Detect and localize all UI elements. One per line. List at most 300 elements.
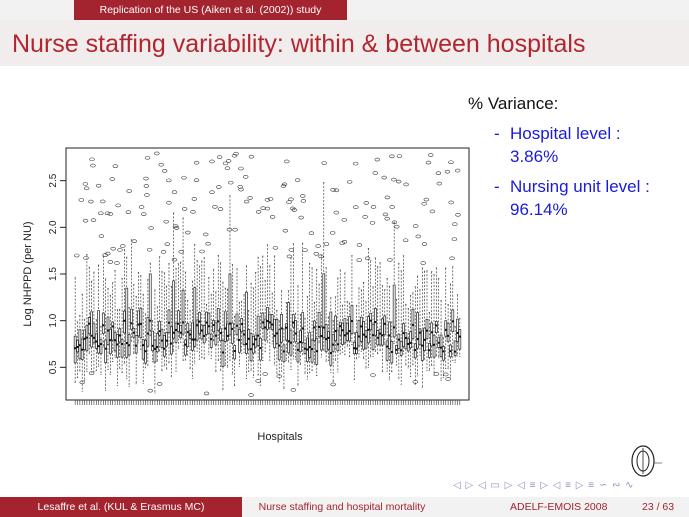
box-group <box>440 300 442 380</box>
outlier-point <box>159 163 164 166</box>
box <box>442 347 444 361</box>
slide-title: Nurse staffing variability: within & between hospitals <box>12 30 586 58</box>
box <box>140 308 142 338</box>
outlier-point <box>289 198 294 201</box>
outlier-point <box>108 260 113 263</box>
box <box>222 340 224 366</box>
outlier-point <box>191 210 196 213</box>
outlier-point <box>166 179 171 182</box>
outlier-point <box>98 212 103 215</box>
outlier-point <box>216 186 221 189</box>
outlier-point <box>256 379 261 382</box>
outlier-point <box>426 161 431 164</box>
box <box>276 319 278 343</box>
box-group <box>108 212 113 374</box>
outlier-point <box>84 187 89 190</box>
outlier-point <box>347 180 352 183</box>
outlier-point <box>263 372 268 375</box>
outlier-point <box>100 200 105 203</box>
bullet-dash: - <box>494 124 500 143</box>
outlier-point <box>443 373 448 376</box>
box <box>168 310 170 333</box>
box <box>393 285 395 337</box>
box <box>201 325 203 339</box>
box-group <box>353 162 358 359</box>
outlier-point <box>390 205 395 208</box>
outlier-point <box>192 197 197 200</box>
outlier-point <box>450 257 455 260</box>
box <box>161 330 163 348</box>
box-group <box>455 169 460 356</box>
box <box>194 288 196 347</box>
box <box>84 330 86 350</box>
box <box>170 327 172 354</box>
outlier-point <box>430 210 435 213</box>
box <box>318 312 320 337</box>
box <box>264 319 266 340</box>
boxplot-chart <box>18 128 496 450</box>
box-group <box>189 310 191 368</box>
outlier-point <box>270 215 275 218</box>
box <box>208 313 210 333</box>
outlier-point <box>299 216 304 219</box>
variance-panel <box>468 94 683 228</box>
outlier-point <box>83 219 88 222</box>
outlier-point <box>210 160 215 163</box>
box <box>311 340 313 362</box>
outlier-point <box>403 239 408 242</box>
box <box>135 336 137 353</box>
outlier-point <box>157 382 162 385</box>
outlier-point <box>383 213 388 216</box>
box <box>313 321 315 341</box>
box <box>283 345 285 362</box>
box-group <box>79 315 81 371</box>
box-group <box>442 338 444 378</box>
box <box>274 319 276 348</box>
outlier-point <box>154 152 159 155</box>
box-group <box>363 282 365 358</box>
variance-label-hospital: Hospital level : <box>510 124 621 143</box>
box <box>229 274 231 335</box>
outlier-point <box>200 250 205 253</box>
outlier-point <box>139 206 144 209</box>
box <box>100 340 102 354</box>
box-group <box>74 278 76 383</box>
box <box>379 329 381 345</box>
box <box>295 321 297 342</box>
box-group <box>206 242 211 354</box>
box <box>285 324 287 340</box>
outlier-point <box>110 178 115 181</box>
outlier-point <box>452 223 457 226</box>
outlier-point <box>334 189 339 192</box>
outlier-point <box>149 227 154 230</box>
box <box>180 325 182 337</box>
outlier-point <box>331 188 336 191</box>
box-group <box>239 167 244 353</box>
box <box>332 334 334 351</box>
outlier-point <box>249 155 254 158</box>
box <box>339 322 341 335</box>
box-group <box>403 256 405 354</box>
outlier-point <box>204 392 209 395</box>
outlier-point <box>452 238 457 241</box>
outlier-point <box>167 201 172 204</box>
box <box>459 330 461 350</box>
box <box>159 321 161 335</box>
outlier-point <box>421 262 426 265</box>
box-group <box>213 270 215 341</box>
footer-page-number: 23 / 63 <box>642 501 675 513</box>
outlier-point <box>182 176 187 179</box>
box <box>243 330 245 344</box>
box <box>288 303 290 353</box>
outlier-point <box>165 243 170 246</box>
box <box>454 341 456 356</box>
box-group <box>222 282 224 389</box>
outlier-point <box>164 220 169 223</box>
outlier-point <box>194 161 199 164</box>
outlier-point <box>322 162 327 165</box>
y-axis-label: Log NHPPD (per NU) <box>22 221 34 327</box>
box <box>187 323 189 346</box>
footer-bar <box>0 497 689 517</box>
outlier-point <box>375 158 380 161</box>
title-bar <box>0 20 689 66</box>
box <box>403 324 405 347</box>
outlier-point <box>303 249 308 252</box>
box <box>384 316 386 335</box>
outlier-point <box>226 159 231 162</box>
outlier-point <box>225 167 230 170</box>
box <box>177 311 179 332</box>
outlier-point <box>141 213 146 216</box>
outlier-point <box>455 169 460 172</box>
box-group <box>337 278 339 372</box>
outlier-point <box>148 389 153 392</box>
top-bar <box>0 0 689 20</box>
box-group <box>259 267 261 386</box>
box <box>215 323 217 345</box>
outlier-point <box>145 156 150 159</box>
box <box>431 323 433 346</box>
box <box>163 335 165 356</box>
box <box>88 318 90 334</box>
box <box>123 311 125 333</box>
outlier-point <box>228 181 233 184</box>
box-group <box>232 154 237 385</box>
outlier-point <box>342 218 347 221</box>
box <box>349 317 351 341</box>
boxes-group <box>74 152 461 397</box>
outlier-point <box>172 191 177 194</box>
x-axis <box>75 400 460 405</box>
section-tab[interactable]: Replication of the US (Aiken et al. (2002)) study <box>74 0 347 20</box>
outlier-point <box>373 172 378 175</box>
outlier-point <box>396 180 401 183</box>
box <box>166 332 168 346</box>
outlier-point <box>248 196 253 199</box>
outlier-point <box>105 212 110 215</box>
outlier-point <box>118 248 123 251</box>
outlier-point <box>316 245 321 248</box>
outlier-point <box>217 156 222 159</box>
box-group <box>203 258 205 359</box>
box <box>342 323 344 344</box>
outlier-point <box>126 211 131 214</box>
y-tick-label: 0.5 <box>48 360 59 375</box>
box <box>435 321 437 332</box>
box <box>198 312 200 333</box>
box <box>234 346 236 359</box>
outlier-point <box>213 205 218 208</box>
box-group <box>295 313 297 359</box>
box <box>91 312 93 347</box>
box-group <box>268 197 273 360</box>
outlier-point <box>227 228 232 231</box>
box-group <box>154 290 156 393</box>
y-tick-label: 2.0 <box>48 220 59 235</box>
outlier-point <box>353 206 358 209</box>
outlier-point <box>334 211 339 214</box>
box <box>447 323 449 341</box>
outlier-point <box>413 225 418 228</box>
outlier-point <box>83 182 88 185</box>
box <box>213 321 215 332</box>
box <box>142 339 144 359</box>
box-group <box>407 308 409 368</box>
box-group <box>346 301 348 346</box>
outlier-point <box>111 247 116 250</box>
outlier-point <box>434 372 439 375</box>
box <box>241 318 243 331</box>
box-group <box>157 257 162 386</box>
box <box>102 313 104 333</box>
box-group <box>351 256 353 345</box>
box <box>156 334 158 352</box>
box <box>217 308 219 330</box>
box <box>220 329 222 341</box>
outlier-point <box>283 229 288 232</box>
outlier-point <box>74 254 79 257</box>
outlier-point <box>353 162 358 165</box>
box <box>147 318 149 347</box>
box <box>114 332 116 351</box>
box <box>351 305 353 333</box>
variance-value-hospital: 3.86% <box>510 147 559 166</box>
box <box>320 327 322 350</box>
box-group <box>379 263 381 351</box>
outlier-point <box>162 169 167 172</box>
box <box>358 320 360 345</box>
box <box>381 319 383 345</box>
box-group <box>152 320 154 361</box>
boxplot-figure <box>18 128 496 450</box>
variance-item-hospital <box>468 122 683 168</box>
box-group <box>88 267 90 353</box>
box <box>309 333 311 358</box>
outlier-point <box>364 201 369 204</box>
box <box>93 324 95 343</box>
outlier-point <box>91 219 96 222</box>
box <box>105 340 107 363</box>
box-group <box>115 204 121 386</box>
outlier-point <box>397 155 402 158</box>
box-group <box>139 206 144 350</box>
outlier-point <box>144 177 149 180</box>
box-group <box>243 295 245 353</box>
box <box>77 340 79 352</box>
box-group <box>276 310 278 373</box>
y-tick-label: 1.0 <box>48 313 59 328</box>
box <box>175 323 177 342</box>
box <box>271 315 273 330</box>
box <box>410 332 412 348</box>
box <box>360 317 362 341</box>
box-group <box>370 261 372 357</box>
box-group <box>177 264 179 349</box>
footer-right <box>442 497 689 517</box>
box <box>346 323 348 340</box>
bullet-dash: - <box>494 177 500 196</box>
outlier-point <box>218 208 223 211</box>
box <box>116 334 118 357</box>
box <box>130 309 132 329</box>
box-group <box>138 272 140 343</box>
box <box>184 340 186 355</box>
university-seal-logo <box>623 440 663 480</box>
box-group <box>306 296 308 379</box>
box-group <box>255 272 257 353</box>
outlier-point <box>357 244 362 247</box>
box <box>335 316 337 341</box>
box <box>365 331 367 349</box>
box <box>330 312 332 365</box>
outlier-point <box>116 204 121 207</box>
box <box>426 319 428 338</box>
box <box>372 324 374 349</box>
box <box>257 316 259 345</box>
footer-conference: ADELF-EMOIS 2008 <box>510 501 608 513</box>
outlier-point <box>194 179 199 182</box>
beamer-navigation-controls[interactable]: ◁ ▷ ◁ ▭ ▷ ◁ ≡ ▷ ◁ ≡ ▷ ≡ ∽ ∾ ∿ <box>453 480 635 491</box>
box-group <box>400 271 402 385</box>
box <box>259 338 261 360</box>
box <box>182 290 184 334</box>
box <box>440 335 442 356</box>
outlier-point <box>185 231 190 234</box>
box <box>255 335 257 347</box>
x-axis-label: Hospitals <box>257 431 303 443</box>
box-group <box>231 264 233 374</box>
outlier-point <box>449 161 454 164</box>
box-group <box>353 333 355 380</box>
box <box>227 324 229 340</box>
box <box>121 339 123 357</box>
box <box>269 314 271 328</box>
outlier-point <box>206 242 211 245</box>
outlier-point <box>172 258 177 261</box>
outlier-point <box>99 235 104 238</box>
box-group <box>412 293 414 365</box>
outlier-point <box>309 232 314 235</box>
variance-value-nursing-unit: 96.14% <box>510 200 568 219</box>
outlier-point <box>424 198 429 201</box>
box <box>398 334 400 349</box>
box <box>203 325 205 342</box>
box <box>210 334 212 347</box>
box <box>297 343 299 362</box>
outlier-point <box>91 164 96 167</box>
box <box>344 319 346 343</box>
box-group <box>381 286 383 372</box>
outlier-point <box>371 205 376 208</box>
footer-authors: Lesaffre et al. (KUL & Erasmus MC) <box>0 497 242 517</box>
outlier-point <box>449 201 454 204</box>
outlier-point <box>268 197 273 200</box>
outlier-point <box>132 240 137 243</box>
outlier-point <box>371 374 376 377</box>
outlier-point <box>113 165 118 168</box>
box <box>109 330 111 354</box>
variance-heading: % Variance: <box>468 94 559 113</box>
outlier-point <box>203 233 208 236</box>
box-group <box>459 318 461 356</box>
box-group <box>198 266 200 359</box>
box-group <box>126 257 128 379</box>
box <box>337 330 339 351</box>
box <box>267 307 269 329</box>
box-group <box>130 240 132 341</box>
box-group <box>170 286 172 376</box>
outlier-point <box>108 212 113 215</box>
box-group <box>309 263 311 373</box>
outlier-point <box>144 194 149 197</box>
box <box>456 319 458 342</box>
outlier-point <box>456 213 461 216</box>
box <box>152 331 154 351</box>
outlier-point <box>416 235 421 238</box>
outlier-point <box>96 184 101 187</box>
box <box>224 312 226 342</box>
box-group <box>313 302 315 364</box>
box <box>262 313 264 328</box>
box <box>149 274 151 330</box>
box-group <box>281 183 287 388</box>
outlier-point <box>90 158 95 161</box>
box-group <box>339 270 341 354</box>
box <box>419 329 421 344</box>
variance-item-nursing-unit <box>468 175 683 221</box>
outlier-point <box>284 160 289 163</box>
outlier-point <box>265 198 270 201</box>
box <box>236 314 238 334</box>
box <box>191 323 193 351</box>
box <box>433 335 435 357</box>
variance-label-nursing-unit: Nursing unit level : <box>510 177 650 196</box>
outlier-point <box>436 172 441 175</box>
outlier-point <box>388 258 393 261</box>
outlier-point <box>391 178 396 181</box>
outlier-point <box>390 155 395 158</box>
outlier-point <box>357 259 362 262</box>
box-group <box>316 245 321 343</box>
outlier-point <box>330 231 335 234</box>
outlier-point <box>394 225 399 228</box>
box <box>292 315 294 328</box>
outlier-point <box>445 170 450 173</box>
